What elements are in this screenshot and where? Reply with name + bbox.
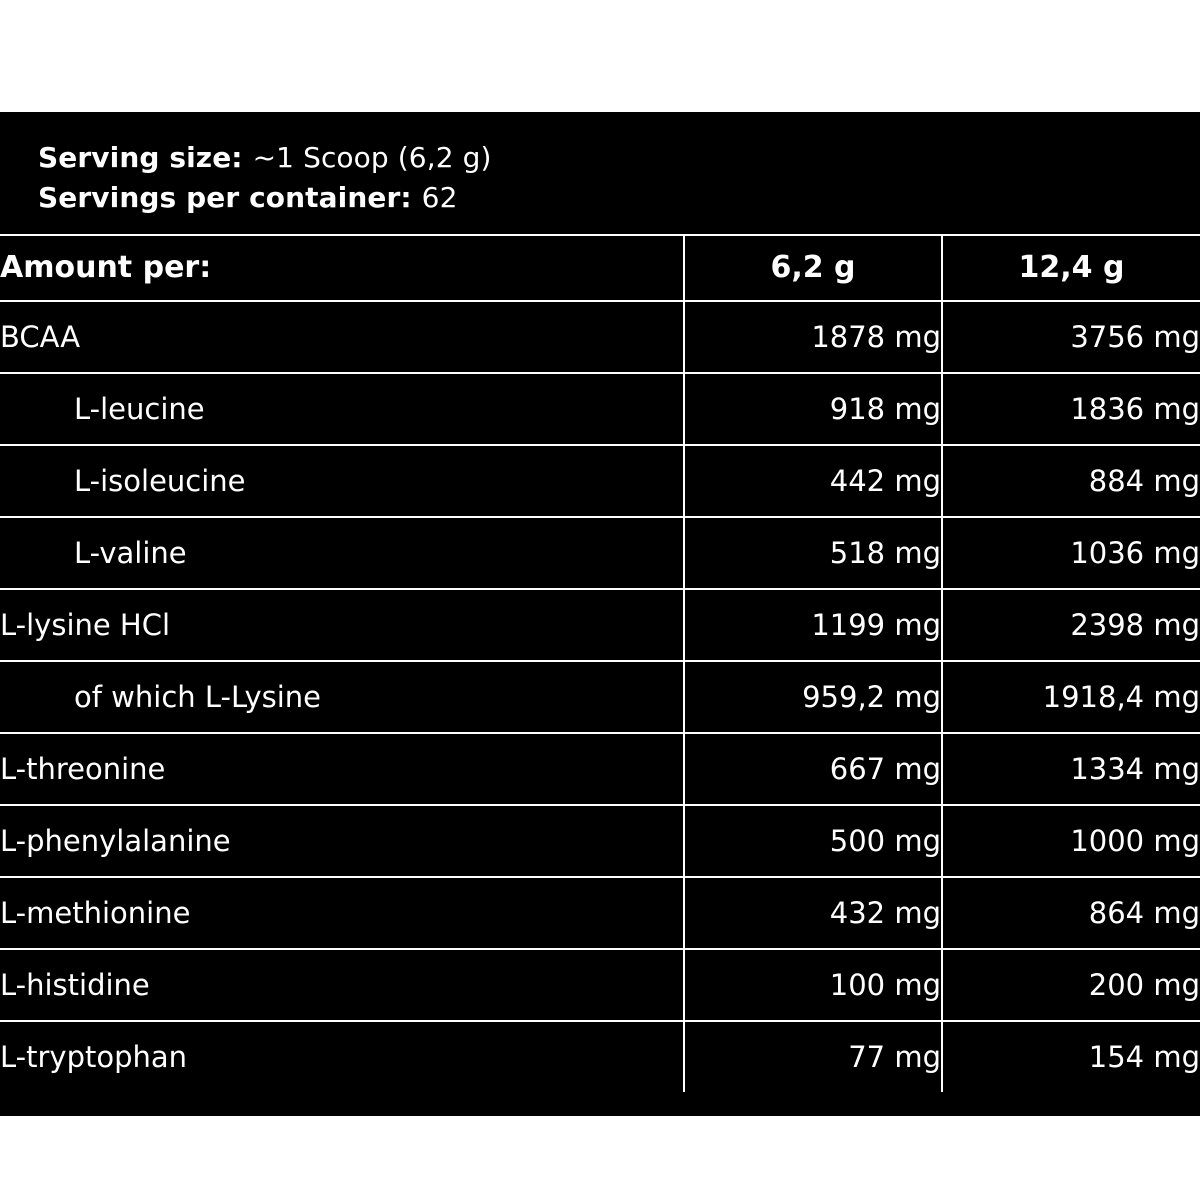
- serving-size-value: ~1 Scoop (6,2 g): [252, 141, 492, 174]
- row-value-col2: 200 mg: [942, 949, 1200, 1021]
- row-value-col1: 77 mg: [684, 1021, 942, 1092]
- row-value-col1: 918 mg: [684, 373, 942, 445]
- table-header-row: [0, 235, 1200, 301]
- row-name: L-threonine: [0, 733, 684, 805]
- row-value-col2: 1836 mg: [942, 373, 1200, 445]
- column-header-col2: 12,4 g: [942, 235, 1200, 301]
- row-value-col2: 864 mg: [942, 877, 1200, 949]
- row-value-col2: 1334 mg: [942, 733, 1200, 805]
- row-name: L-valine: [0, 517, 684, 589]
- table-row: [0, 949, 1200, 1021]
- panel-bottom-padding: [0, 1092, 1200, 1116]
- row-value-col2: 884 mg: [942, 445, 1200, 517]
- row-name: BCAA: [0, 301, 684, 373]
- table-row: [0, 805, 1200, 877]
- table-row: [0, 733, 1200, 805]
- row-name: L-methionine: [0, 877, 684, 949]
- row-value-col1: 1878 mg: [684, 301, 942, 373]
- serving-size-line: [38, 138, 1200, 178]
- servings-per-container-line: [38, 178, 1200, 218]
- table-row: [0, 517, 1200, 589]
- serving-size-label: Serving size:: [38, 141, 243, 174]
- row-name: L-isoleucine: [0, 445, 684, 517]
- row-value-col1: 959,2 mg: [684, 661, 942, 733]
- row-name: L-phenylalanine: [0, 805, 684, 877]
- servings-per-container-label: Servings per container:: [38, 180, 412, 214]
- table-row: [0, 301, 1200, 373]
- row-value-col2: 3756 mg: [942, 301, 1200, 373]
- row-value-col1: 432 mg: [684, 877, 942, 949]
- serving-info-block: [0, 112, 1200, 234]
- servings-per-container-value: 62: [421, 180, 458, 214]
- row-name: L-tryptophan: [0, 1021, 684, 1092]
- row-value-col1: 100 mg: [684, 949, 942, 1021]
- table-row: [0, 445, 1200, 517]
- nutrition-panel: [0, 112, 1200, 1116]
- row-name: L-histidine: [0, 949, 684, 1021]
- row-name: L-lysine HCl: [0, 589, 684, 661]
- row-value-col1: 1199 mg: [684, 589, 942, 661]
- row-value-col2: 1918,4 mg: [942, 661, 1200, 733]
- row-value-col1: 518 mg: [684, 517, 942, 589]
- table-row: [0, 589, 1200, 661]
- row-value-col1: 500 mg: [684, 805, 942, 877]
- row-name: of which L-Lysine: [0, 661, 684, 733]
- row-value-col1: 442 mg: [684, 445, 942, 517]
- nutrition-table: [0, 234, 1200, 1092]
- table-row: [0, 373, 1200, 445]
- column-header-col1: 6,2 g: [684, 235, 942, 301]
- table-row: [0, 661, 1200, 733]
- row-name: L-leucine: [0, 373, 684, 445]
- row-value-col2: 154 mg: [942, 1021, 1200, 1092]
- column-header-name: Amount per:: [0, 235, 684, 301]
- row-value-col2: 2398 mg: [942, 589, 1200, 661]
- row-value-col2: 1036 mg: [942, 517, 1200, 589]
- row-value-col1: 667 mg: [684, 733, 942, 805]
- row-value-col2: 1000 mg: [942, 805, 1200, 877]
- table-row: [0, 1021, 1200, 1092]
- table-row: [0, 877, 1200, 949]
